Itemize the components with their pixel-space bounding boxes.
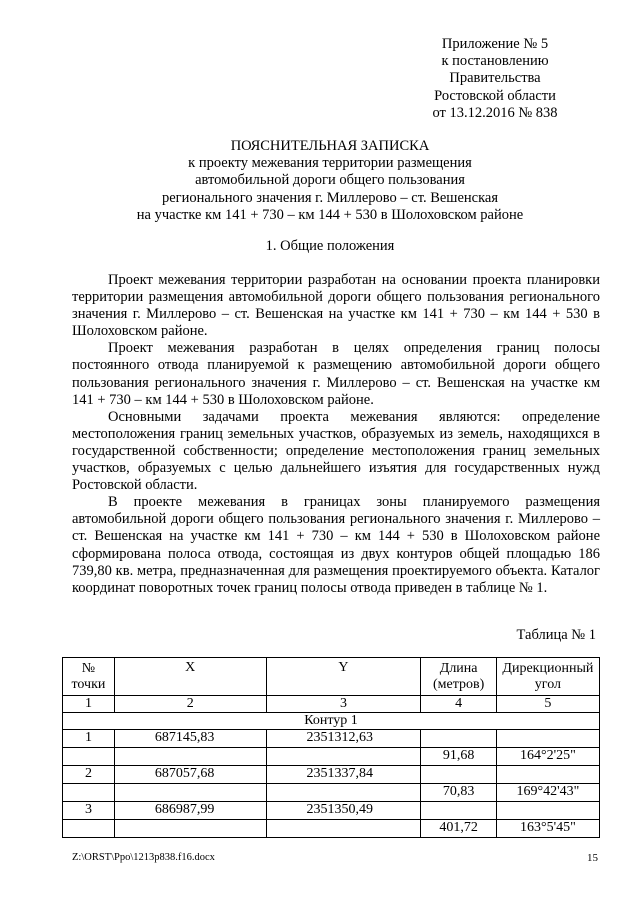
paragraph: Основными задачами проекта межевания являются: определение местоположения границ земельных участков, образуемых из земель, находящихся в государственной собственности; определение местоположения границ земельных участков, образуемых с целью дальнейшего изъятия для государственных нужд Ростовской области.: [72, 408, 600, 494]
contour-label: Контур 1: [63, 713, 600, 730]
empty-cell: [421, 802, 496, 820]
header-angle: [496, 658, 599, 696]
empty-cell: [114, 748, 266, 766]
appendix-line: Приложение № 5: [441, 36, 549, 52]
table-row: [63, 820, 600, 838]
empty-cell: [114, 820, 266, 838]
appendix-block: [390, 36, 600, 122]
header-length: [421, 658, 496, 696]
coordinates-table: [62, 657, 600, 838]
table-row: [63, 802, 600, 820]
point-number: 1: [63, 730, 115, 748]
title-line: к проекту межевания территории размещения: [188, 155, 472, 172]
title-line: на участке км 141 + 730 – км 144 + 530 в Шолоховском районе: [136, 206, 524, 223]
body-text: [72, 272, 600, 597]
title-heading: ПОЯСНИТЕЛЬНАЯ ЗАПИСКА: [230, 138, 430, 154]
header-x: X: [114, 658, 266, 696]
title-line: регионального значения г. Миллерово – ст. Вешенская: [161, 189, 499, 206]
appendix-line: Правительства: [449, 70, 541, 87]
contour-row: [63, 713, 600, 730]
empty-cell: [266, 784, 421, 802]
empty-cell: [266, 820, 421, 838]
point-x: 686987,99: [114, 802, 266, 820]
header-text: Дирекционный: [502, 660, 594, 676]
point-number: 2: [63, 766, 115, 784]
empty-cell: [496, 766, 599, 784]
table-header-row: [63, 658, 600, 696]
table-label: Таблица № 1: [516, 627, 596, 643]
table-row: [63, 730, 600, 748]
segment-angle: 164°2'25": [496, 748, 599, 766]
column-number: 3: [266, 696, 421, 713]
paragraph: В проекте межевания в границах зоны планируемого размещения автомобильной дороги общего пользования регионального значения г. Миллерово – ст. Вешенская на участке км 141 + 730 – км 144 + 530 в Шолоховском районе сформирована полоса отвода, состоящая из двух контуров общей площадью 186 739,80 кв. метра, предназначенная для размещения проектируемого объекта. Каталог координат поворотных точек границ полосы отвода приведен в таблице № 1.: [72, 494, 600, 596]
paragraph: Проект межевания территории разработан на основании проекта планировки территории размещения автомобильной дороги общего пользования регионального значения г. Миллерово – ст. Вешенская на участке км 141 + 730 – км 144 + 530 в Шолоховском районе.: [72, 272, 600, 340]
table-row: [63, 766, 600, 784]
segment-length: 91,68: [421, 748, 496, 766]
empty-cell: [63, 820, 115, 838]
header-point-number: [63, 658, 115, 696]
header-text: (метров): [432, 676, 485, 692]
paragraph: Проект межевания разработан в целях определения границ полосы постоянного отвода планируемой к размещению автомобильной дороги общего пользования регионального значения г. Миллерово – ст. Вешенская на участке км 141 + 730 – км 144 + 530 в Шолоховском районе.: [72, 340, 600, 408]
column-numbers-row: [63, 696, 600, 713]
title-line: автомобильной дороги общего пользования: [195, 172, 465, 189]
document-title: [60, 138, 600, 224]
empty-cell: [63, 748, 115, 766]
column-number: 5: [496, 696, 599, 713]
appendix-line: от 13.12.2016 № 838: [432, 104, 558, 121]
empty-cell: [496, 730, 599, 748]
header-text: Длина: [439, 660, 478, 676]
empty-cell: [63, 784, 115, 802]
empty-cell: [421, 766, 496, 784]
table-row: [63, 784, 600, 802]
segment-angle: 163°5'45": [496, 820, 599, 838]
page-number: 15: [587, 852, 598, 864]
footer-file-path: Z:\ORST\Ppo\1213p838.f16.docx: [72, 852, 215, 863]
point-y: 2351312,63: [266, 730, 421, 748]
column-number: 2: [114, 696, 266, 713]
header-text: №: [81, 660, 96, 676]
point-x: 687057,68: [114, 766, 266, 784]
appendix-line: к постановлению: [441, 53, 549, 70]
point-x: 687145,83: [114, 730, 266, 748]
point-number: 3: [63, 802, 115, 820]
point-y: 2351337,84: [266, 766, 421, 784]
section-title: 1. Общие положения: [265, 238, 395, 254]
header-y: Y: [266, 658, 421, 696]
table-row: [63, 748, 600, 766]
header-text: точки: [71, 676, 106, 692]
empty-cell: [266, 748, 421, 766]
empty-cell: [421, 730, 496, 748]
appendix-line: Ростовской области: [434, 87, 556, 104]
point-y: 2351350,49: [266, 802, 421, 820]
column-number: 4: [421, 696, 496, 713]
segment-angle: 169°42'43": [496, 784, 599, 802]
empty-cell: [114, 784, 266, 802]
segment-length: 70,83: [421, 784, 496, 802]
segment-length: 401,72: [421, 820, 496, 838]
header-text: угол: [534, 676, 561, 692]
column-number: 1: [63, 696, 115, 713]
empty-cell: [496, 802, 599, 820]
